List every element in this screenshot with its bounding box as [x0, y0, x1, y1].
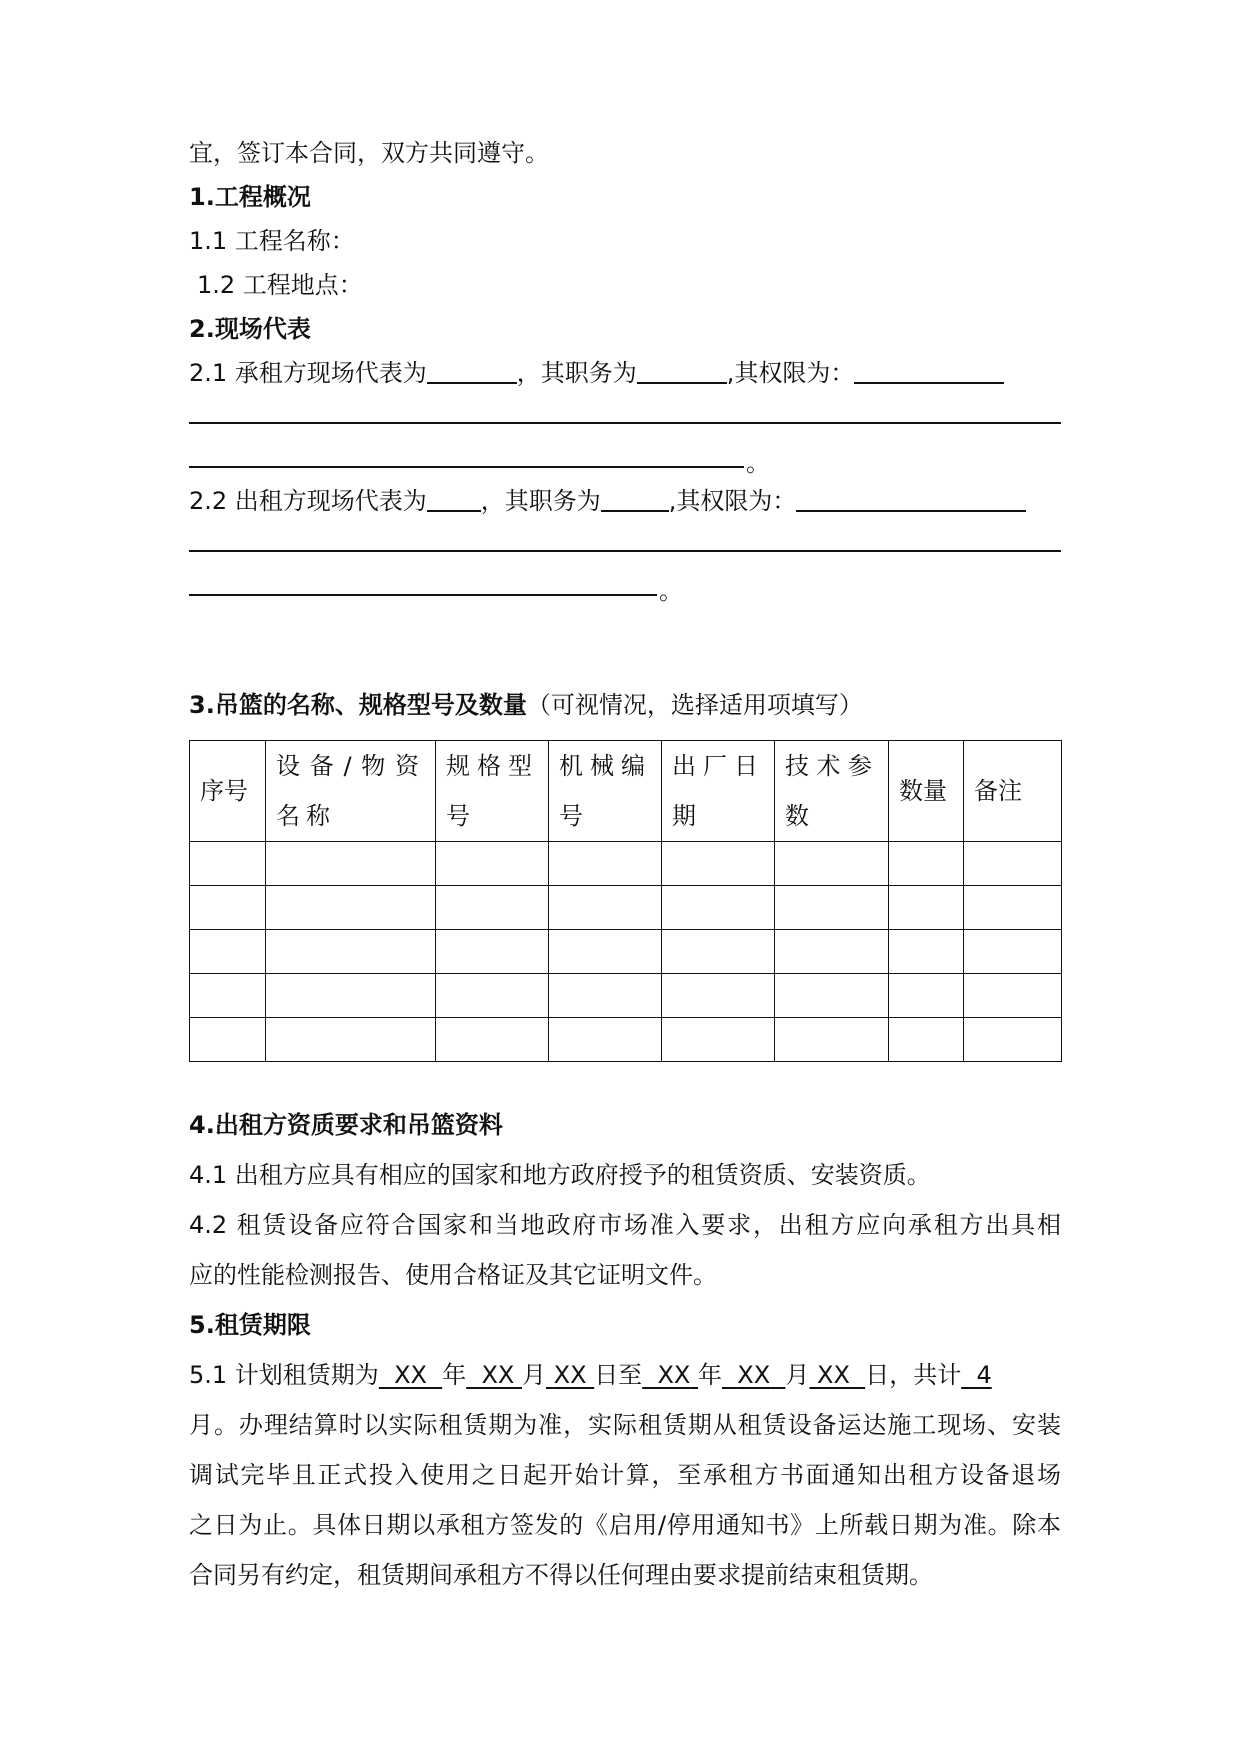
item-2-1-text-a: 2.1 承租方现场代表为 [189, 359, 427, 387]
item-2-1-end: 。 [746, 449, 770, 477]
item-5-1-line-3: 调试完毕且正式投入使用之日起开始计算，至承租方书面通知出租方设备退场 [189, 1461, 1061, 1489]
end-day[interactable]: XX [817, 1361, 850, 1389]
section-3-note: （可视情况，选择适用项填写） [526, 691, 863, 719]
end-year[interactable]: XX [657, 1361, 691, 1389]
item-5-1-line-1: 5.1 计划租赁期为 XX 年 XX 月 XX 日至 XX 年 XX 月 XX 日，共计 4 [189, 1361, 992, 1389]
start-month[interactable]: XX [481, 1361, 515, 1389]
rep-authority-blank[interactable] [854, 358, 1004, 384]
item-1-1: 1.1 工程名称： [189, 227, 355, 255]
table-header-row [190, 741, 1062, 842]
item-5-1-line-5: 合同另有约定，租赁期间承租方不得以任何理由要求提前结束租赁期。 [189, 1561, 933, 1589]
item-2-1-text-c: ,其权限为： [726, 359, 855, 387]
item-1-2: 1.2 工程地点： [197, 271, 363, 299]
item-2-2-text-a: 2.2 出租方现场代表为 [189, 487, 427, 515]
section-3-heading-line [189, 690, 1061, 720]
intro-tail: 宜，签订本合同，双方共同遵守。 [189, 139, 549, 167]
section-4-heading: 4.出租方资质要求和吊篮资料 [189, 1111, 503, 1139]
end-month[interactable]: XX [737, 1361, 771, 1389]
table-row [190, 974, 1062, 1018]
rep-title-blank[interactable] [637, 358, 727, 384]
col-header-name: 设备/物资名称 [266, 741, 436, 842]
item-5-1-line-4: 之日为止。具体日期以承租方签发的《启用/停用通知书》上所载日期为准。除本 [189, 1511, 1061, 1539]
rep-name-blank[interactable] [427, 358, 517, 384]
col-header-quantity: 数量 [889, 741, 964, 842]
item-4-2-line-1: 4.2 租赁设备应符合国家和当地政府市场准入要求，出租方应向承租方出具相 [189, 1211, 1061, 1239]
col-header-mfg-date: 出厂日期 [662, 741, 775, 842]
col-header-index: 序号 [190, 741, 266, 842]
col-header-machine-no: 机械编号 [549, 741, 662, 842]
table-row [190, 930, 1062, 974]
table-row [190, 1018, 1062, 1062]
start-day[interactable]: XX [553, 1361, 587, 1389]
item-2-1 [189, 358, 1061, 388]
start-year[interactable]: XX [394, 1361, 427, 1389]
col-header-remarks: 备注 [964, 741, 1062, 842]
authority-line-1[interactable] [189, 422, 1061, 424]
item-5-1-line-2: 月。办理结算时以实际租赁期为准，实际租赁期从租赁设备运达施工现场、安装 [189, 1411, 1061, 1439]
lessor-authority-line-1[interactable] [189, 550, 1061, 552]
lessor-authority-blank[interactable] [796, 486, 1026, 512]
lessor-rep-title-blank[interactable] [601, 486, 669, 512]
lessor-authority-line-2[interactable] [189, 594, 657, 596]
item-2-2-text-c: ,其权限为： [668, 487, 797, 515]
item-4-2-line-2: 应的性能检测报告、使用合格证及其它证明文件。 [189, 1261, 717, 1289]
authority-line-2[interactable] [189, 466, 744, 468]
item-2-2-text-b: ，其职务为 [480, 487, 601, 515]
section-3-heading: 3.吊篮的名称、规格型号及数量 [189, 691, 527, 719]
col-header-spec: 规格型号 [436, 741, 549, 842]
item-2-2-end: 。 [659, 577, 683, 605]
item-4-1: 4.1 出租方应具有相应的国家和地方政府授予的租赁资质、安装资质。 [189, 1161, 931, 1189]
section-5-heading: 5.租赁期限 [189, 1311, 311, 1339]
total-months[interactable]: 4 [976, 1361, 992, 1389]
table-row [190, 886, 1062, 930]
section-1-heading: 1.工程概况 [189, 183, 311, 211]
lessor-rep-name-blank[interactable] [427, 486, 481, 512]
item-2-2 [189, 486, 1061, 516]
item-5-1-prefix: 5.1 计划租赁期为 [189, 1361, 379, 1389]
col-header-tech-params: 技术参数 [775, 741, 889, 842]
table-row [190, 842, 1062, 886]
item-2-1-text-b: ，其职务为 [516, 359, 637, 387]
equipment-table [189, 740, 1062, 1062]
section-2-heading: 2.现场代表 [189, 315, 311, 343]
